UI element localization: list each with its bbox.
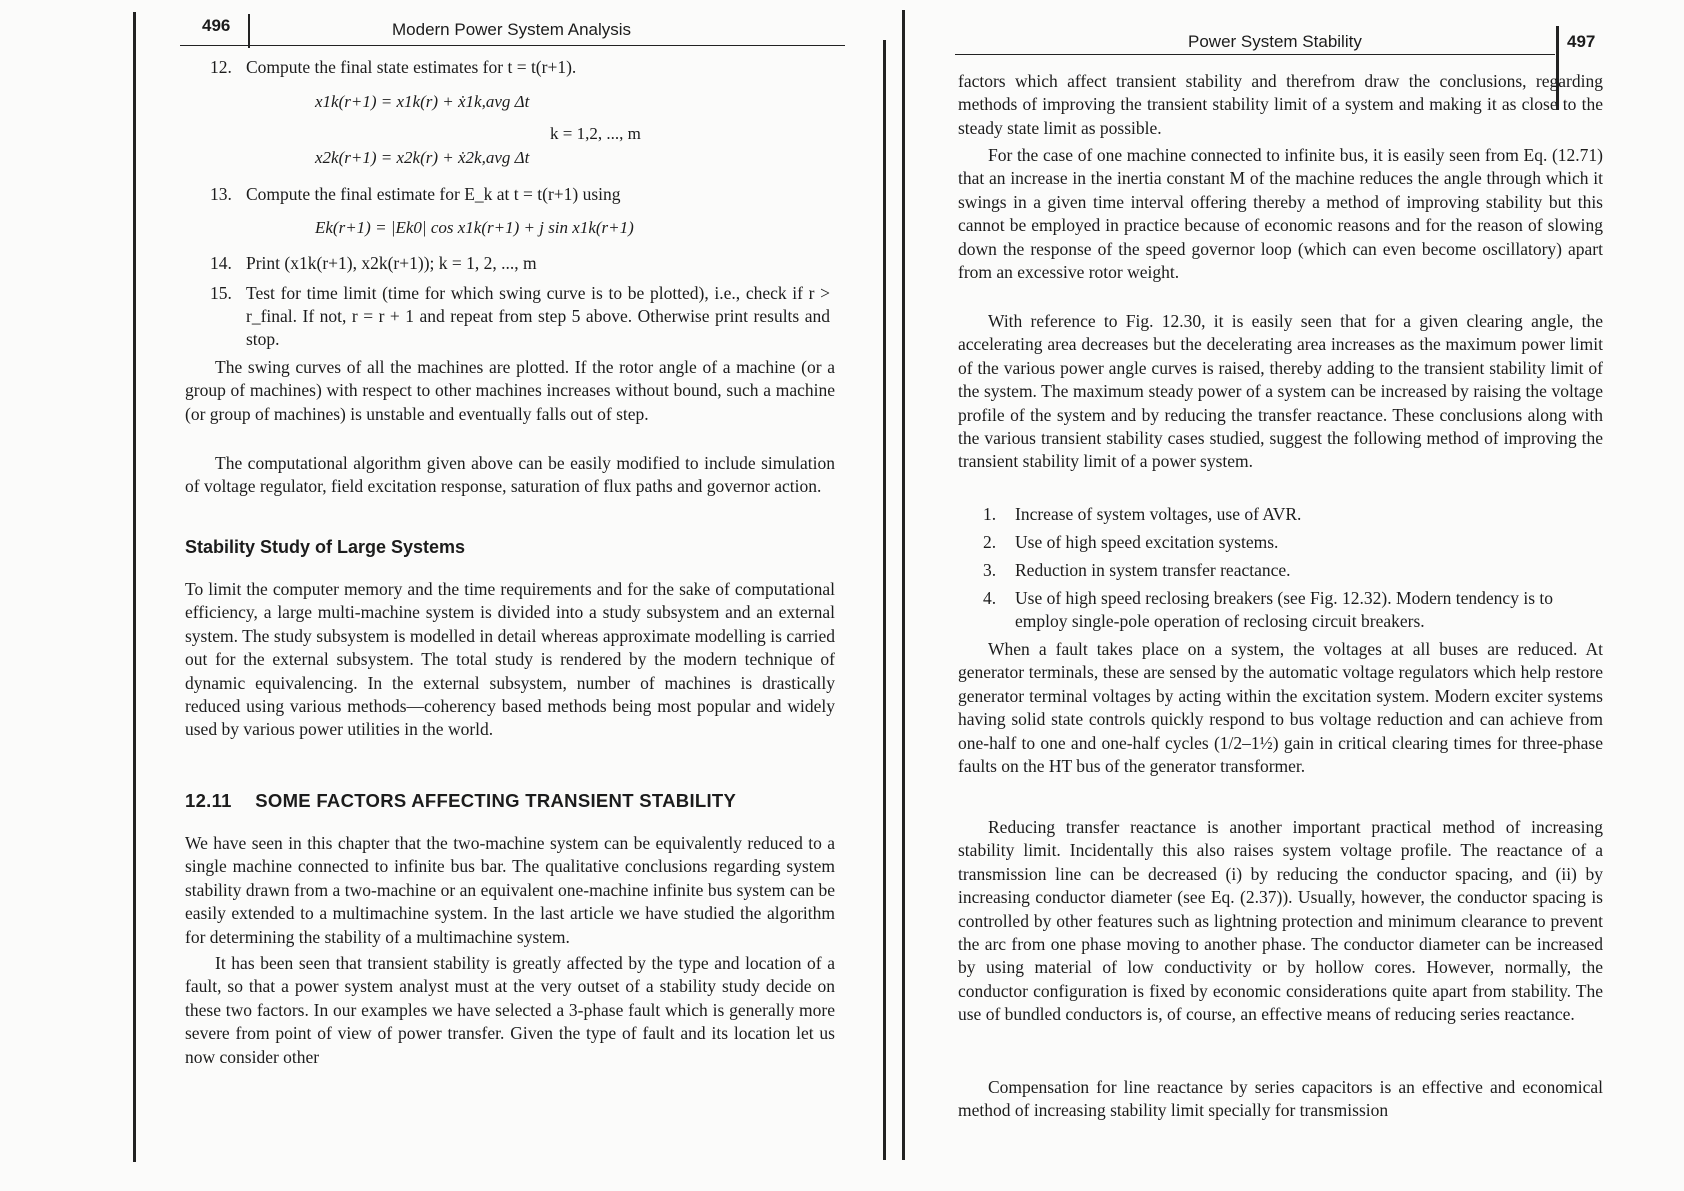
paragraph-inertia: For the case of one machine connected to infinite bus, it is easily seen from Eq. (12.71) that an increase in the inertia constant M of the machine reduces the angle through which it swings in a given time interval offering thereby a method of improving stability but this cannot be employed in practice because of economic reasons and for the reason of slowing down the response of the speed governor loop (which can even become oscillatory) apart from an excessive rotor weight. — [958, 145, 1603, 283]
paragraph-series-capacitors: Compensation for line reactance by series capacitors is an effective and economical method of increasing stability limit specially for transmission — [958, 1077, 1603, 1121]
paragraph-clearing-angle: With reference to Fig. 12.30, it is easily seen that for a given clearing angle, the accelerating area decreases but the decelerating area increases as the maximum power limit of the various power angle curves is raised, thereby adding to the transient stability limit of the system. The maximum steady power of a system can be increased by raising the voltage profile of the system and by reducing the transfer reactance. These conclusions along with the various transient stability cases studied, suggest the following method of improving the transient stability limit of a power system. — [958, 311, 1603, 472]
page-gutter-left — [883, 40, 886, 1160]
algorithm-step-15: 15. Test for time limit (time for which swing curve is to be plotted), i.e., check if r > r_final. If not, r = r + 1 and repeat from step 5 above. Otherwise print results and stop. — [210, 283, 830, 349]
section-number: 12.11 — [185, 790, 232, 811]
page-number-bar — [248, 14, 250, 48]
algorithm-step-14: 14. Print (x1k(r+1), x2k(r+1)); k = 1, 2, ..., m — [210, 253, 537, 273]
running-head: Power System Stability — [1188, 32, 1362, 51]
page-number: 496 — [202, 16, 231, 35]
running-head: Modern Power System Analysis — [392, 20, 632, 39]
equation-ek: Ek(r+1) = |Ek0| cos x1k(r+1) + j sin x1k(r+1) — [315, 218, 634, 237]
algorithm-step-12: 12. Compute the final state estimates for t = t(r+1). — [210, 57, 577, 77]
algorithm-step-13: 13. Compute the final estimate for E_k at t = t(r+1) using — [210, 184, 621, 204]
section-heading — [185, 790, 835, 812]
equation-k-range: k = 1,2, ..., m — [550, 124, 641, 143]
list-item: 2. Use of high speed excitation systems. — [983, 532, 1279, 552]
paragraph-algorithm-modification: The computational algorithm given above can be easily modified to include simulation of voltage regulator, field excitation response, saturation of flux paths and governor action. — [185, 453, 835, 497]
paragraph-large-systems: To limit the computer memory and the time requirements and for the sake of computational efficiency, a large multi-machine system is divided into a study subsystem and an external system. The study subsystem is modelled in detail whereas approximate modelling is carried out for the external subsystem. The total study is rendered by the modern technique of dynamic equivalencing. In the external subsystem, number of machines is drastically reduced using various methods—coherency based methods being most popular and widely used by various power utilities in the world. — [185, 579, 835, 740]
paragraph-factors: factors which affect transient stability and therefrom draw the conclusions, regarding methods of improving the transient stability limit of a system and making it as close to the steady state limit as possible. — [958, 71, 1603, 138]
scan-edge-left — [133, 12, 136, 1162]
header-rule — [955, 54, 1555, 55]
equation-x1k: x1k(r+1) = x1k(r) + ẋ1k,avg Δt — [315, 92, 530, 111]
page-gutter-right — [902, 10, 905, 1160]
list-item: 1. Increase of system voltages, use of AVR. — [983, 504, 1302, 524]
list-item: 3. Reduction in system transfer reactance. — [983, 560, 1291, 580]
section-title: SOME FACTORS AFFECTING TRANSIENT STABILITY — [255, 790, 737, 811]
paragraph-swing-curves: The swing curves of all the machines are plotted. If the rotor angle of a machine (or a group of machines) with respect to other machines increases without bound, such a machine (or group of machines) is unstable and eventually falls out of step. — [185, 357, 835, 424]
page-number: 497 — [1567, 32, 1596, 51]
header-rule — [180, 45, 845, 46]
equation-x2k: x2k(r+1) = x2k(r) + ẋ2k,avg Δt — [315, 148, 530, 167]
subsection-heading: Stability Study of Large Systems — [185, 537, 466, 557]
paragraph-fault-type: It has been seen that transient stability is greatly affected by the type and location of a fault, so that a power system analyst must at the very outset of a stability study decide on these two factors. In our examples we have selected a 3-phase fault which is generally more severe from point of view of power transfer. Given the type of fault and its location let us now consider other — [185, 953, 835, 1067]
paragraph-fault-voltages: When a fault takes place on a system, the voltages at all buses are reduced. At generator terminals, these are sensed by the automatic voltage regulators which help restore generator terminal voltages by acting within the excitation system. Modern exciter systems having solid state controls quickly respond to bus voltage reduction and can achieve from one-half to one and one-half cycles (1/2–1½) gain in critical clearing times for three-phase faults on the HT bus of the generator transformer. — [958, 639, 1603, 777]
list-item: 4. Use of high speed reclosing breakers (see Fig. 12.32). Modern tendency is to employ single-pole operation of reclosing circuit breakers. — [983, 588, 1553, 632]
paragraph-two-machine: We have seen in this chapter that the two-machine system can be equivalently reduced to a single machine connected to infinite bus bar. The qualitative conclusions regarding system stability drawn from a two-machine or an equivalent one-machine infinite bus system can be easily extended to a multimachine system. In the last article we have studied the algorithm for determining the stability of a multimachine system. — [185, 833, 835, 947]
paragraph-transfer-reactance: Reducing transfer reactance is another important practical method of increasing stability limit. Incidentally this also raises system voltage profile. The reactance of a transmission line can be decreased (i) by reducing the conductor spacing, and (ii) by increasing conductor diameter (see Eq. (2.37)). Usually, however, the conductor spacing is controlled by other features such as lightning protection and minimum clearance to prevent the arc from one phase moving to another phase. The conductor diameter can be increased by using material of low conductivity or by hollow cores. However, normally, the conductor configuration is fixed by economic considerations quite apart from stability. The use of bundled conductors is, of course, an effective means of reducing series reactance. — [958, 817, 1603, 1025]
